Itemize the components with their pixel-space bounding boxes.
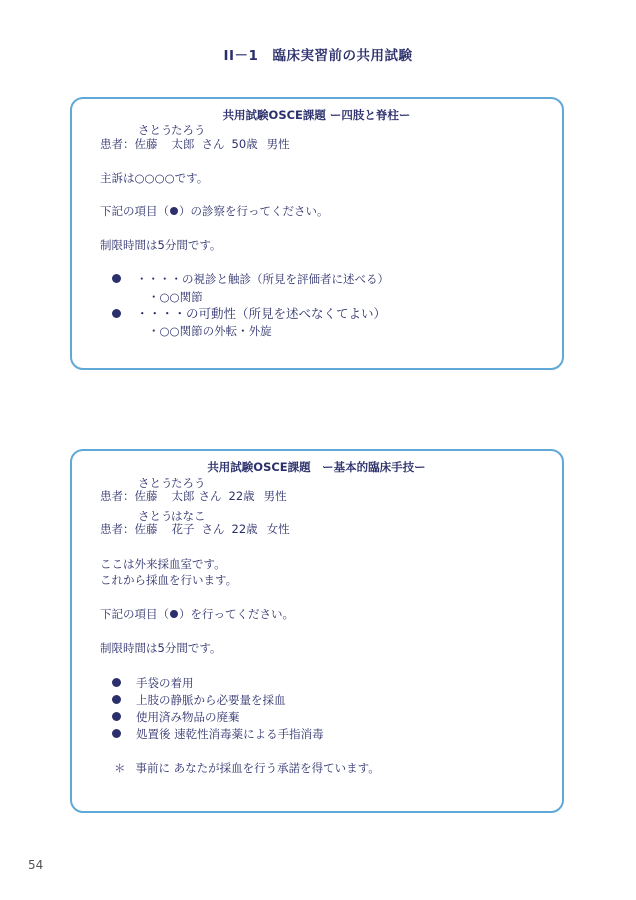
- list-item: [112, 693, 286, 707]
- patient-label: 患者：: [100, 522, 135, 536]
- instruction: [100, 607, 294, 621]
- list-item: [112, 676, 194, 690]
- patient-surname: 佐藤: [134, 489, 158, 503]
- bullet-icon: [112, 729, 121, 738]
- item-text: 手袋の着用: [136, 676, 194, 690]
- patient-label: 患者：: [100, 489, 135, 503]
- instruction-pre: 下記の項目（: [100, 204, 169, 218]
- patient-sex: 男性: [263, 489, 287, 503]
- furigana-given: たろう: [171, 476, 206, 490]
- patient-given-name: 太郎: [171, 137, 195, 151]
- item-text: ・・・・の可動性（所見を述べなくてよい）: [136, 306, 387, 321]
- note: [114, 761, 380, 775]
- patient-age: 22歳: [231, 522, 258, 536]
- card-title: 共用試験OSCE課題 ー基本的臨床手技ー: [207, 460, 426, 474]
- patient-suffix: さん: [201, 137, 225, 151]
- time-limit: 制限時間は5分間です。: [100, 238, 222, 252]
- bullet-icon: [112, 695, 121, 704]
- furigana-surname: さとう: [138, 509, 173, 523]
- patient-line: [100, 522, 290, 536]
- bullet-icon: [112, 678, 121, 687]
- furigana-surname: さとう: [138, 476, 173, 490]
- patient-surname: 佐藤: [134, 137, 158, 151]
- instruction-pre: 下記の項目（: [100, 607, 169, 621]
- asterisk-icon: ＊: [114, 761, 126, 775]
- patient-suffix: さん: [201, 522, 225, 536]
- osce-card-clinical-skills: [70, 449, 564, 813]
- list-subitem: ・○○関節: [148, 290, 203, 304]
- item-text: 処置後 速乾性消毒薬による手指消毒: [136, 727, 324, 741]
- patient-suffix: さん: [198, 489, 222, 503]
- bullet-icon: [112, 309, 121, 318]
- patient-line: [100, 489, 287, 503]
- item-text: 上肢の静脈から必要量を採血: [136, 693, 286, 707]
- item-text: ・・・・の視診と触診（所見を評価者に述べる）: [136, 272, 389, 286]
- chief-complaint: 主訴は○○○○です。: [100, 171, 209, 185]
- list-item: [112, 307, 386, 321]
- bullet-icon: [112, 274, 121, 283]
- patient-label: 患者：: [100, 137, 135, 151]
- list-item: [112, 710, 240, 724]
- bullet-marker-icon: [170, 610, 178, 618]
- bullet-icon: [112, 712, 121, 721]
- list-subitem: ・○○関節の外転・外旋: [148, 324, 272, 338]
- osce-card-limbs-spine: [70, 97, 564, 370]
- time-limit: 制限時間は5分間です。: [100, 641, 222, 655]
- section-title: 臨床実習前の共用試験: [272, 48, 413, 64]
- instruction-post: ）の診察を行ってください。: [179, 204, 329, 218]
- instruction: [100, 204, 329, 218]
- list-item: [112, 272, 389, 286]
- patient-line: [100, 137, 290, 151]
- patient-age: 22歳: [228, 489, 255, 503]
- card-title: 共用試験OSCE課題 ー四肢と脊柱ー: [222, 108, 411, 122]
- furigana-given: たろう: [171, 123, 206, 137]
- patient-given-name: 太郎: [171, 489, 195, 503]
- section-number: II－1: [223, 48, 259, 64]
- list-item: [112, 727, 324, 741]
- bullet-marker-icon: [170, 207, 178, 215]
- instruction-post: ）を行ってください。: [179, 607, 294, 621]
- furigana-surname: さとう: [138, 123, 173, 137]
- patient-sex: 女性: [266, 522, 290, 536]
- patient-age: 50歳: [231, 137, 258, 151]
- section-heading: [0, 44, 636, 64]
- patient-surname: 佐藤: [134, 522, 158, 536]
- page-number: 54: [28, 858, 44, 872]
- item-text: 使用済み物品の廃棄: [136, 710, 240, 724]
- patient-sex: 男性: [266, 137, 290, 151]
- furigana-given: はなこ: [171, 509, 206, 523]
- note-text: 事前に あなたが採血を行う承諾を得ています。: [135, 761, 380, 775]
- patient-given-name: 花子: [171, 522, 195, 536]
- situation-line: これから採血を行います。: [100, 573, 238, 587]
- situation-line: ここは外来採血室です。: [100, 557, 226, 571]
